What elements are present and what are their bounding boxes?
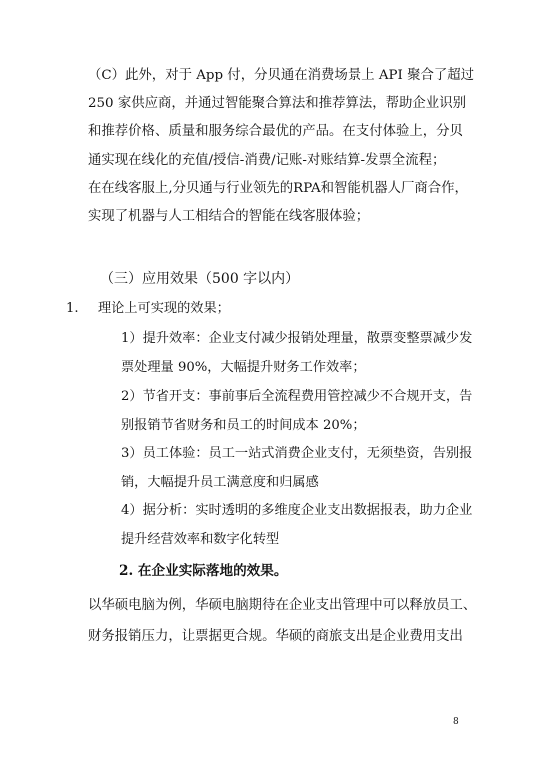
- sub-item-line: 票处理量 90%，大幅提升财务工作效率；: [121, 359, 366, 375]
- sub-item-efficiency: [121, 325, 473, 382]
- list-item-2-heading: 2. 在企业实际落地的效果。: [119, 563, 288, 579]
- sub-item-line: 别报销节省财务和员工的时间成本 20%；: [121, 417, 366, 433]
- paragraph-c-line: 和推荐价格、质量和服务综合最优的产品。在支付体验上，分贝: [88, 124, 463, 140]
- sub-item-line: 3）员工体验：员工一站式消费企业支付，无须垫资，告别报: [121, 446, 473, 461]
- paragraph-c-line: 在在线客服上,分贝通与行业领先的RPA和智能机器人厂商合作，: [88, 180, 468, 196]
- list-item-1: [66, 299, 230, 319]
- paragraph-c-line: 250 家供应商，并通过智能聚合算法和推荐算法，帮助企业识别: [88, 96, 466, 112]
- sub-item-employee-experience: [121, 440, 473, 497]
- section-heading-application-effect: （三）应用效果（500 字以内）: [100, 271, 300, 287]
- sub-item-line: 2）节省开支：事前事后全流程费用管控减少不合规开支，告: [121, 389, 473, 404]
- sub-item-cost-saving: [121, 383, 473, 440]
- paragraph-c: [88, 62, 475, 231]
- list-item-title: 理论上可实现的效果；: [98, 301, 230, 316]
- paragraph-c-line: 通实现在线化的充值/授信-消费/记账-对账结算-发票全流程；: [88, 152, 446, 168]
- list-item-number: 1.: [66, 301, 79, 316]
- paragraph-c-line: （C）此外，对于 App 付，分贝通在消费场景上 API 聚合了超过: [88, 68, 475, 83]
- page-number: 8: [453, 717, 459, 727]
- sub-item-data-analysis: [121, 497, 473, 554]
- paragraph-asus-example: [88, 590, 477, 652]
- paragraph-line: 财务报销压力，让票据更合规。华硕的商旅支出是企业费用支出: [88, 629, 463, 644]
- sub-item-line: 1）提升效率：企业支付减少报销处理量，散票变整票减少发: [121, 331, 473, 346]
- sub-item-line: 4）据分析：实时透明的多维度企业支出数据报表，助力企业: [121, 503, 473, 518]
- paragraph-c-line: 实现了机器与人工相结合的智能在线客服体验；: [88, 209, 370, 225]
- paragraph-line: 以华硕电脑为例，华硕电脑期待在企业支出管理中可以释放员工、: [88, 598, 477, 613]
- sub-item-line: 提升经营效率和数字化转型: [121, 531, 280, 547]
- sub-item-line: 销，大幅提升员工满意度和归属感: [121, 474, 319, 490]
